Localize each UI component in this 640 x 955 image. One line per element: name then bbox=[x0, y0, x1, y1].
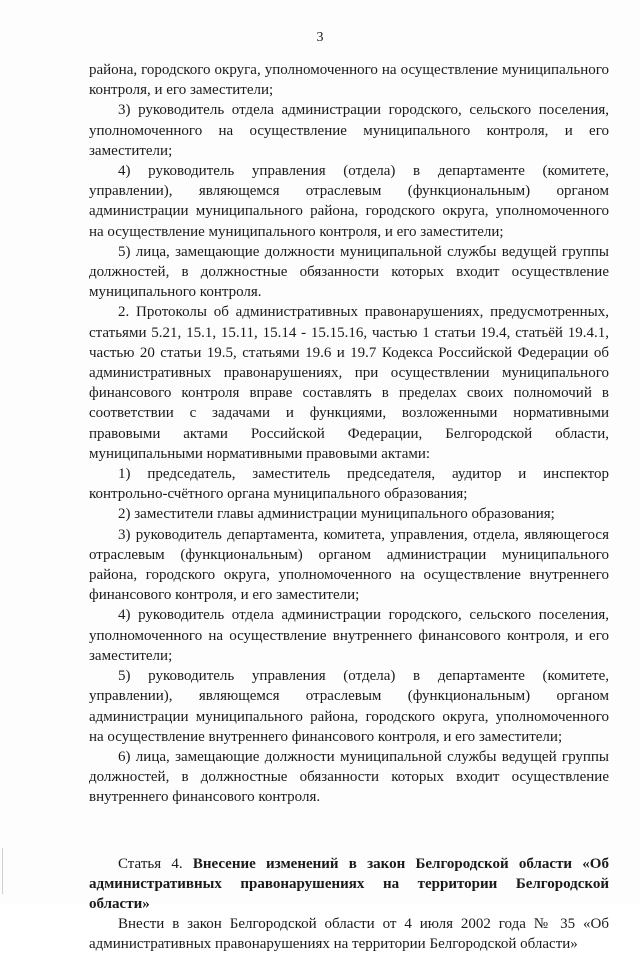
paragraph-s2-item-4: 4) руководитель отдела администрации городского, сельского поселения, уполномоченного на осуществление внутреннего финансового контроля, и его заместители; bbox=[89, 607, 609, 664]
article-heading bbox=[89, 854, 609, 915]
paragraph-continuation: района, городского округа, уполномоченного на осуществление муниципального контроля, и его заместители; bbox=[89, 62, 609, 99]
article-title: Внесение изменений в закон Белгородской области «Об административных правонарушениях на территории Белгородской области» bbox=[89, 855, 609, 912]
paragraph-item-4: 4) руководитель управления (отдела) в департаменте (комитете, управлении), являющемся отраслевым (функциональным) органом администрации муниципального района, городского округа, уполномоченного на осуществление муниципального контроля, и его заместители; bbox=[89, 163, 609, 240]
paragraph-s2-item-1: 1) председатель, заместитель председателя, аудитор и инспектор контрольно-счётного органа муниципального образования; bbox=[89, 466, 609, 503]
page-number: 3 bbox=[316, 30, 324, 45]
document-body bbox=[89, 60, 609, 955]
paragraph-article-body: Внести в закон Белгородской области от 4 июля 2002 года № 35 «Об административных правонарушениях на территории Белгородской области» bbox=[89, 916, 609, 953]
article-prefix: Статья 4. bbox=[118, 855, 183, 872]
paragraph-s2-item-3: 3) руководитель департамента, комитета, управления, отдела, являющегося отраслевым (функциональным) органом администрации муниципального района, городского округа, уполномоченного на осуществление внутреннего финансового контроля, и его заместители; bbox=[89, 526, 609, 604]
paragraph-s2-item-2: 2) заместители главы администрации муниципального образования; bbox=[118, 506, 555, 523]
paragraph-s2-item-5: 5) руководитель управления (отдела) в департаменте (комитете, управлении), являющемся отраслевым (функциональным) органом администрации муниципального района, городского округа, уполномоченного на осуществление внутреннего финансового контроля, и его заместители; bbox=[89, 668, 609, 745]
scan-edge-mark bbox=[2, 848, 3, 894]
paragraph-section-2: 2. Протоколы об административных правонарушениях, предусмотренных, статьями 5.21, 15.1, 15.11, 15.14 - 15.15.16, частью 1 статьи 19.4, статьёй 19.4.1, частью 20 статьи 19.5, статьями 19.6 и 19.7 Кодекса Российской Федерации об административных правонарушениях, при осуществлении муниципального финансового контроля вправе составлять в пределах своих полномочий в соответствии с задачами и функциями, возложенными нормативными правовыми актами Российской Федерации, Белгородской области, муниципальными нормативными правовыми актами: bbox=[89, 304, 609, 462]
paragraph-s2-item-6: 6) лица, замещающие должности муниципальной службы ведущей группы должностей, в должностные обязанности которых входит осуществление внутреннего финансового контроля. bbox=[89, 748, 609, 806]
paragraph-item-5: 5) лица, замещающие должности муниципальной службы ведущей группы должностей, в должностные обязанности которых входит осуществление муниципального контроля. bbox=[89, 243, 609, 301]
section-spacer bbox=[89, 808, 609, 854]
paragraph-item-3: 3) руководитель отдела администрации городского, сельского поселения, уполномоченного на осуществление муниципального контроля, и его заместители; bbox=[89, 102, 609, 159]
